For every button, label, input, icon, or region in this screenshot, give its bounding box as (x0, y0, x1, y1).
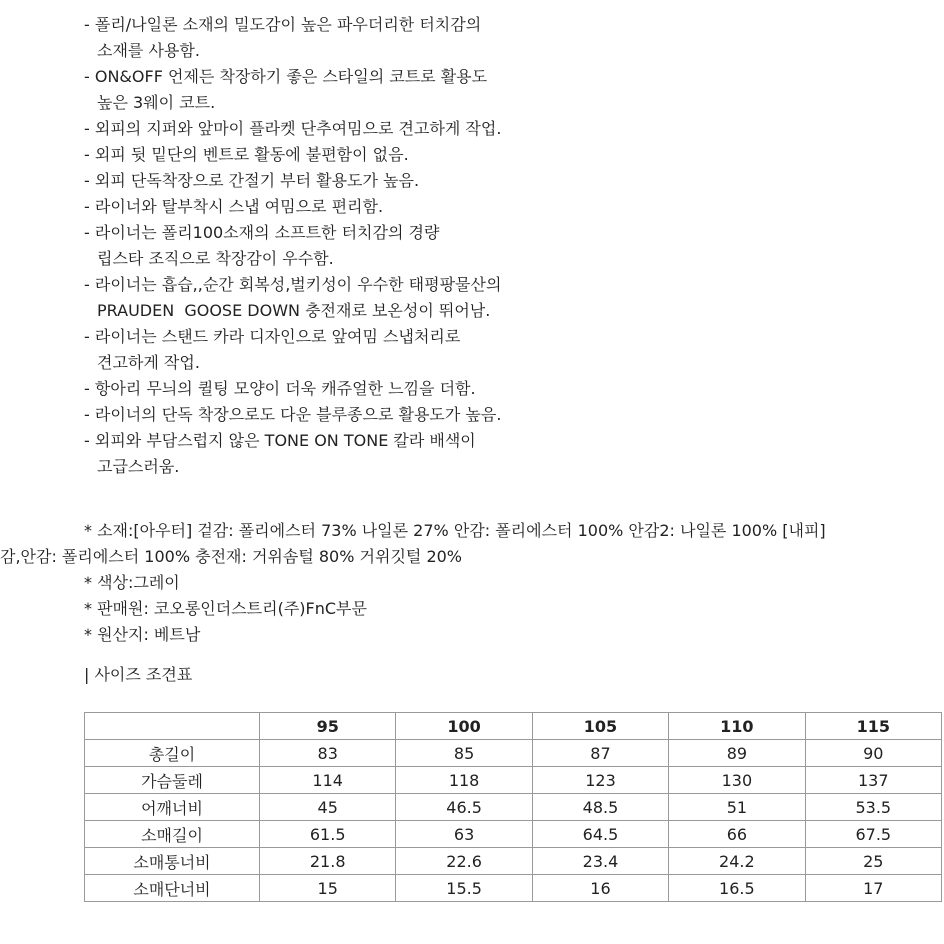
feature-line: - 외피와 부담스럽지 않은 TONE ON TONE 칼라 배색이 (84, 431, 476, 450)
size-chart-heading: | 사이즈 조견표 (84, 665, 193, 684)
size-cell: 16.5 (669, 875, 805, 902)
feature-line: - 항아리 무늬의 퀼팅 모양이 더욱 캐쥬얼한 느낌을 더함. (84, 379, 476, 398)
feature-line-continued: 고급스러움. (97, 457, 180, 476)
size-cell: 16 (532, 875, 668, 902)
size-cell: 114 (260, 767, 396, 794)
size-row (85, 875, 942, 902)
size-row (85, 821, 942, 848)
feature-list (84, 12, 624, 480)
feature-line: - 라이너의 단독 착장으로도 다운 블루종으로 활용도가 높음. (84, 405, 502, 424)
size-header-cell: 105 (532, 713, 668, 740)
feature-item (84, 220, 624, 272)
spec-color: * 색상:그레이 (84, 573, 180, 592)
spec-origin: * 원산지: 베트남 (84, 625, 201, 644)
spec-material: * 소재:[아우터] 겉감: 폴리에스터 73% 나일론 27% 안감: 폴리에스터 100% 안감2: 나일론 100% [내피] (84, 521, 826, 540)
feature-line-continued: 소재를 사용함. (97, 41, 200, 60)
feature-line: - 라이너와 탈부착시 스냅 여밈으로 편리함. (84, 197, 384, 216)
size-cell: 17 (805, 875, 941, 902)
size-row (85, 794, 942, 821)
size-cell: 48.5 (532, 794, 668, 821)
size-chart-table (84, 712, 942, 902)
feature-item (84, 324, 624, 376)
feature-item (84, 194, 624, 220)
feature-line: - 외피 단독착장으로 간절기 부터 활용도가 높음. (84, 171, 420, 190)
size-cell: 64.5 (532, 821, 668, 848)
size-header-corner (85, 713, 260, 740)
size-cell: 46.5 (396, 794, 532, 821)
size-cell: 137 (805, 767, 941, 794)
size-row-label: 소매길이 (85, 821, 260, 848)
size-row (85, 740, 942, 767)
size-cell: 85 (396, 740, 532, 767)
size-row-label: 소매단너비 (85, 875, 260, 902)
feature-line: - 외피 뒷 밑단의 벤트로 활동에 불편함이 없음. (84, 145, 409, 164)
feature-line-continued: 높은 3웨이 코트. (97, 93, 216, 112)
size-cell: 89 (669, 740, 805, 767)
size-row (85, 767, 942, 794)
feature-item (84, 142, 624, 168)
feature-line-continued: 립스타 조직으로 착장감이 우수함. (97, 249, 334, 268)
feature-line-continued: 견고하게 작업. (97, 353, 200, 372)
size-cell: 130 (669, 767, 805, 794)
spec-list (0, 518, 944, 648)
feature-item (84, 272, 624, 324)
size-cell: 61.5 (260, 821, 396, 848)
size-header-cell: 100 (396, 713, 532, 740)
size-header-cell: 110 (669, 713, 805, 740)
size-cell: 66 (669, 821, 805, 848)
size-cell: 87 (532, 740, 668, 767)
spec-seller: * 판매원: 코오롱인더스트리(주)FnC부문 (84, 599, 367, 618)
size-cell: 63 (396, 821, 532, 848)
feature-item (84, 402, 624, 428)
feature-item (84, 428, 624, 480)
size-cell: 25 (805, 848, 941, 875)
size-cell: 15 (260, 875, 396, 902)
size-row-label: 소매통너비 (85, 848, 260, 875)
size-cell: 83 (260, 740, 396, 767)
feature-item (84, 64, 624, 116)
size-cell: 23.4 (532, 848, 668, 875)
size-cell: 21.8 (260, 848, 396, 875)
size-cell: 67.5 (805, 821, 941, 848)
feature-line: - 라이너는 스탠드 카라 디자인으로 앞여밈 스냅처리로 (84, 327, 461, 346)
size-cell: 22.6 (396, 848, 532, 875)
size-header-row (85, 713, 942, 740)
feature-line: - 라이너는 폴리100소재의 소프트한 터치감의 경량 (84, 223, 440, 242)
size-cell: 90 (805, 740, 941, 767)
spec-material-continued: 감,안감: 폴리에스터 100% 충전재: 거위솜털 80% 거위깃털 20% (0, 547, 463, 566)
size-cell: 24.2 (669, 848, 805, 875)
feature-line-continued: PRAUDEN GOOSE DOWN 충전재로 보온성이 뛰어남. (97, 301, 491, 320)
size-row-label: 어깨너비 (85, 794, 260, 821)
size-row (85, 848, 942, 875)
feature-item (84, 168, 624, 194)
size-row-label: 총길이 (85, 740, 260, 767)
size-cell: 118 (396, 767, 532, 794)
size-cell: 45 (260, 794, 396, 821)
size-cell: 53.5 (805, 794, 941, 821)
size-header-cell: 115 (805, 713, 941, 740)
feature-line: - 라이너는 흡습,,순간 회복성,벌키성이 우수한 태평팡물산의 (84, 275, 502, 294)
feature-item (84, 376, 624, 402)
size-cell: 51 (669, 794, 805, 821)
feature-line: - 폴리/나일론 소재의 밀도감이 높은 파우더리한 터치감의 (84, 15, 482, 34)
feature-item (84, 116, 624, 142)
size-cell: 123 (532, 767, 668, 794)
size-cell: 15.5 (396, 875, 532, 902)
feature-item (84, 12, 624, 64)
size-header-cell: 95 (260, 713, 396, 740)
size-row-label: 가슴둘레 (85, 767, 260, 794)
feature-line: - 외피의 지퍼와 앞마이 플라켓 단추여밈으로 견고하게 작업. (84, 119, 502, 138)
feature-line: - ON&OFF 언제든 착장하기 좋은 스타일의 코트로 활용도 (84, 67, 488, 86)
